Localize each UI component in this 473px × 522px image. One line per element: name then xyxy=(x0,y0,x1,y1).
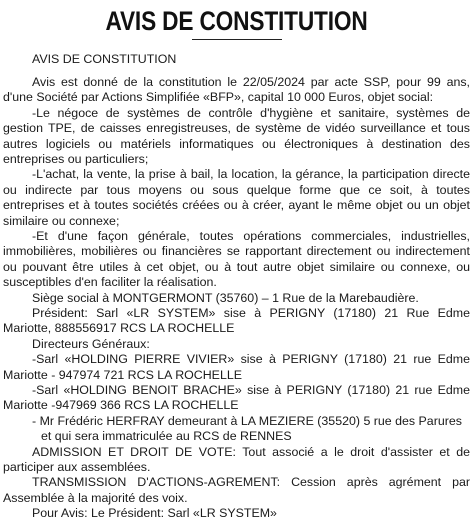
president-paragraph: Président: Sarl «LR SYSTEM» sise à PERIGNY (17180) 21 Rue Edme Mariotte, 888556917 RCS LA ROCHELLE xyxy=(3,306,470,336)
intro-paragraph: Avis est donné de la constitution le 22/05/2024 par acte SSP, pour 99 ans, d'une Société par Actions Simplifiée «BFP», capital 10 000 Euros, objet social: xyxy=(3,74,470,105)
directeurs-title: Directeurs Généraux: xyxy=(32,336,150,351)
objet-paragraph-3: -Et d'une façon générale, toutes opérations commerciales, industrielles, immobilières, mobilières ou financières se rapportant directement ou indirectement ou pouvant être utiles à cet objet, ou à tout autre objet similaire ou connexe, ou susceptibles d'en faciliter la réalisation. xyxy=(3,228,470,290)
objet-paragraph-1: -Le négoce de systèmes de contrôle d'hygiène et sanitaire, systèmes de gestion TPE, de caisses enregistreuses, de système de vidéo surveillance et tous autres logiciels ou matériels informatiques ou électroniques à destination des entreprises ou particuliers; xyxy=(3,105,470,166)
directeur-paragraph-1: -Sarl «HOLDING PIERRE VIVIER» sise à PERIGNY (17180) 21 rue Edme Mariotte - 947974 721 RCS LA ROCHELLE xyxy=(3,352,470,382)
notice-subheading: AVIS DE CONSTITUTION xyxy=(32,52,177,66)
siege-paragraph: Siège social à MONTGERMONT (35760) – 1 Rue de la Marebaudière. xyxy=(32,290,419,305)
transmission-paragraph: TRANSMISSION D'ACTIONS-AGREMENT: Cession après agrément par Assemblée à la majorité des voix. xyxy=(3,475,470,505)
pour-avis-paragraph: Pour Avis: Le Président: Sarl «LR SYSTEM» xyxy=(32,506,277,521)
notice-headline: AVIS DE CONSTITUTION xyxy=(105,6,368,36)
notice-body xyxy=(3,52,470,522)
directeur-paragraph-3-line2: et qui sera immatriculée au RCS de RENNES xyxy=(41,429,292,444)
headline-divider xyxy=(192,39,282,40)
admission-paragraph: ADMISSION ET DROIT DE VOTE: Tout associé a le droit d'assister et de participer aux assemblées. xyxy=(3,444,470,475)
directeur-paragraph-3-line1: - Mr Frédéric HERFRAY demeurant à LA MEZIERE (35520) 5 rue des Parures xyxy=(32,413,462,428)
directeur-paragraph-2: -Sarl «HOLDING BENOIT BRACHE» sise à PERIGNY (17180) 21 rue Edme Mariotte -947969 366 RCS LA ROCHELLE xyxy=(3,383,470,413)
objet-paragraph-2: -L'achat, la vente, la prise à bail, la location, la gérance, la participation directe ou indirecte par tous moyens ou sous quelque forme que ce soit, à toutes entreprises et à toutes sociétés créées ou à créer, ayant le même objet ou un objet similaire ou connexe; xyxy=(3,167,470,228)
